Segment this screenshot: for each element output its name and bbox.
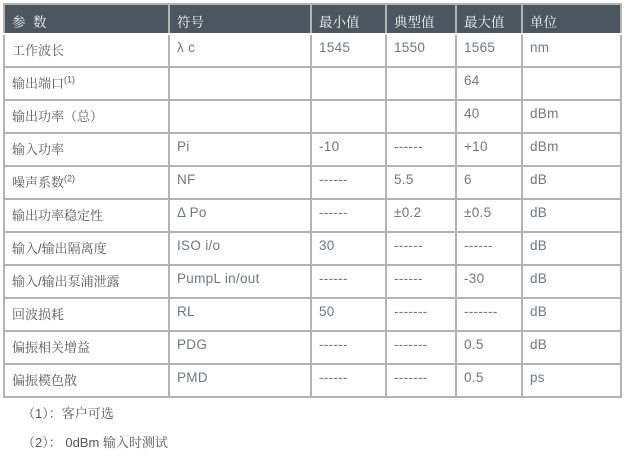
- max-cell: -------: [456, 298, 522, 331]
- param-label: 噪声系数: [12, 175, 65, 190]
- table-row: [4, 331, 621, 364]
- table-row: [4, 166, 621, 199]
- param-label: 输出功率（总）: [12, 109, 104, 124]
- max-cell: -30: [456, 265, 522, 298]
- typical-cell: -------: [386, 298, 456, 331]
- footnote-2: （2）： 0dBm 输入时测试: [22, 435, 168, 450]
- table-row: [4, 133, 621, 166]
- table-row: [4, 100, 621, 133]
- symbol-cell: Pi: [169, 133, 311, 166]
- max-cell: 64: [456, 67, 522, 100]
- footnote-1: （1）：客户可选: [22, 406, 114, 421]
- max-cell: 1565: [456, 34, 522, 67]
- param-label: 回波损耗: [12, 307, 65, 322]
- symbol-cell: NF: [169, 166, 311, 199]
- typical-cell: 5.5: [386, 166, 456, 199]
- min-cell: 30: [311, 232, 386, 265]
- param-label: 工作波长: [12, 43, 65, 58]
- typical-cell: ------: [386, 265, 456, 298]
- param-cell: [4, 364, 169, 397]
- param-label: 输入/输出隔离度: [12, 241, 107, 256]
- spec-table: [3, 3, 622, 398]
- param-label: 输入功率: [12, 142, 65, 157]
- typical-cell: [386, 67, 456, 100]
- unit-cell: dB: [522, 265, 621, 298]
- min-cell: ------: [311, 199, 386, 232]
- param-label: 偏振相关增益: [12, 340, 91, 355]
- max-cell: ------: [456, 232, 522, 265]
- table-row: [4, 265, 621, 298]
- max-cell: ±0.5: [456, 199, 522, 232]
- min-cell: -10: [311, 133, 386, 166]
- min-cell: ------: [311, 265, 386, 298]
- param-cell: [4, 298, 169, 331]
- symbol-cell: λ c: [169, 34, 311, 67]
- header-cell-param: 参 数: [4, 4, 169, 34]
- param-label: 输出功率稳定性: [12, 208, 104, 223]
- table-row: [4, 298, 621, 331]
- symbol-cell: PumpL in/out: [169, 265, 311, 298]
- symbol-cell: [169, 67, 311, 100]
- min-cell: ------: [311, 166, 386, 199]
- param-cell: [4, 133, 169, 166]
- max-cell: 0.5: [456, 364, 522, 397]
- table-row: [4, 67, 621, 100]
- typical-cell: -------: [386, 364, 456, 397]
- header-cell-max: 最大值: [456, 4, 522, 34]
- header-cell-unit: 单位: [522, 4, 621, 34]
- unit-cell: dB: [522, 199, 621, 232]
- table-row: [4, 232, 621, 265]
- header-row: [4, 4, 621, 34]
- unit-cell: dBm: [522, 133, 621, 166]
- min-cell: 50: [311, 298, 386, 331]
- unit-cell: dB: [522, 331, 621, 364]
- param-cell: [4, 34, 169, 67]
- header-cell-typical: 典型值: [386, 4, 456, 34]
- max-cell: 0.5: [456, 331, 522, 364]
- min-cell: ------: [311, 331, 386, 364]
- typical-cell: ------: [386, 232, 456, 265]
- footnote-ref: (2): [64, 173, 76, 184]
- min-cell: 1545: [311, 34, 386, 67]
- symbol-cell: PDG: [169, 331, 311, 364]
- symbol-cell: ISO i/o: [169, 232, 311, 265]
- unit-cell: dB: [522, 166, 621, 199]
- param-label: 输出端口: [12, 76, 65, 91]
- unit-cell: dBm: [522, 100, 621, 133]
- param-cell: [4, 331, 169, 364]
- max-cell: 6: [456, 166, 522, 199]
- min-cell: ------: [311, 364, 386, 397]
- param-cell: [4, 166, 169, 199]
- footnote-ref: (1): [64, 74, 76, 85]
- table-row: [4, 199, 621, 232]
- symbol-cell: PMD: [169, 364, 311, 397]
- param-label: 输入/输出泵浦泄露: [12, 274, 120, 289]
- max-cell: 40: [456, 100, 522, 133]
- unit-cell: nm: [522, 34, 621, 67]
- symbol-cell: [169, 100, 311, 133]
- footnotes: [22, 406, 168, 461]
- param-cell: [4, 232, 169, 265]
- unit-cell: ps: [522, 364, 621, 397]
- param-cell: [4, 67, 169, 100]
- table-row: [4, 34, 621, 67]
- param-label: 偏振模色散: [12, 373, 78, 388]
- symbol-cell: Δ Po: [169, 199, 311, 232]
- typical-cell: 1550: [386, 34, 456, 67]
- typical-cell: [386, 100, 456, 133]
- symbol-cell: RL: [169, 298, 311, 331]
- table-row: [4, 364, 621, 397]
- unit-cell: dB: [522, 232, 621, 265]
- min-cell: [311, 100, 386, 133]
- header-cell-symbol: 符号: [169, 4, 311, 34]
- unit-cell: dB: [522, 298, 621, 331]
- param-cell: [4, 100, 169, 133]
- typical-cell: -------: [386, 331, 456, 364]
- unit-cell: [522, 67, 621, 100]
- min-cell: [311, 67, 386, 100]
- max-cell: +10: [456, 133, 522, 166]
- typical-cell: ------: [386, 133, 456, 166]
- header-cell-min: 最小值: [311, 4, 386, 34]
- param-cell: [4, 265, 169, 298]
- typical-cell: ±0.2: [386, 199, 456, 232]
- param-cell: [4, 199, 169, 232]
